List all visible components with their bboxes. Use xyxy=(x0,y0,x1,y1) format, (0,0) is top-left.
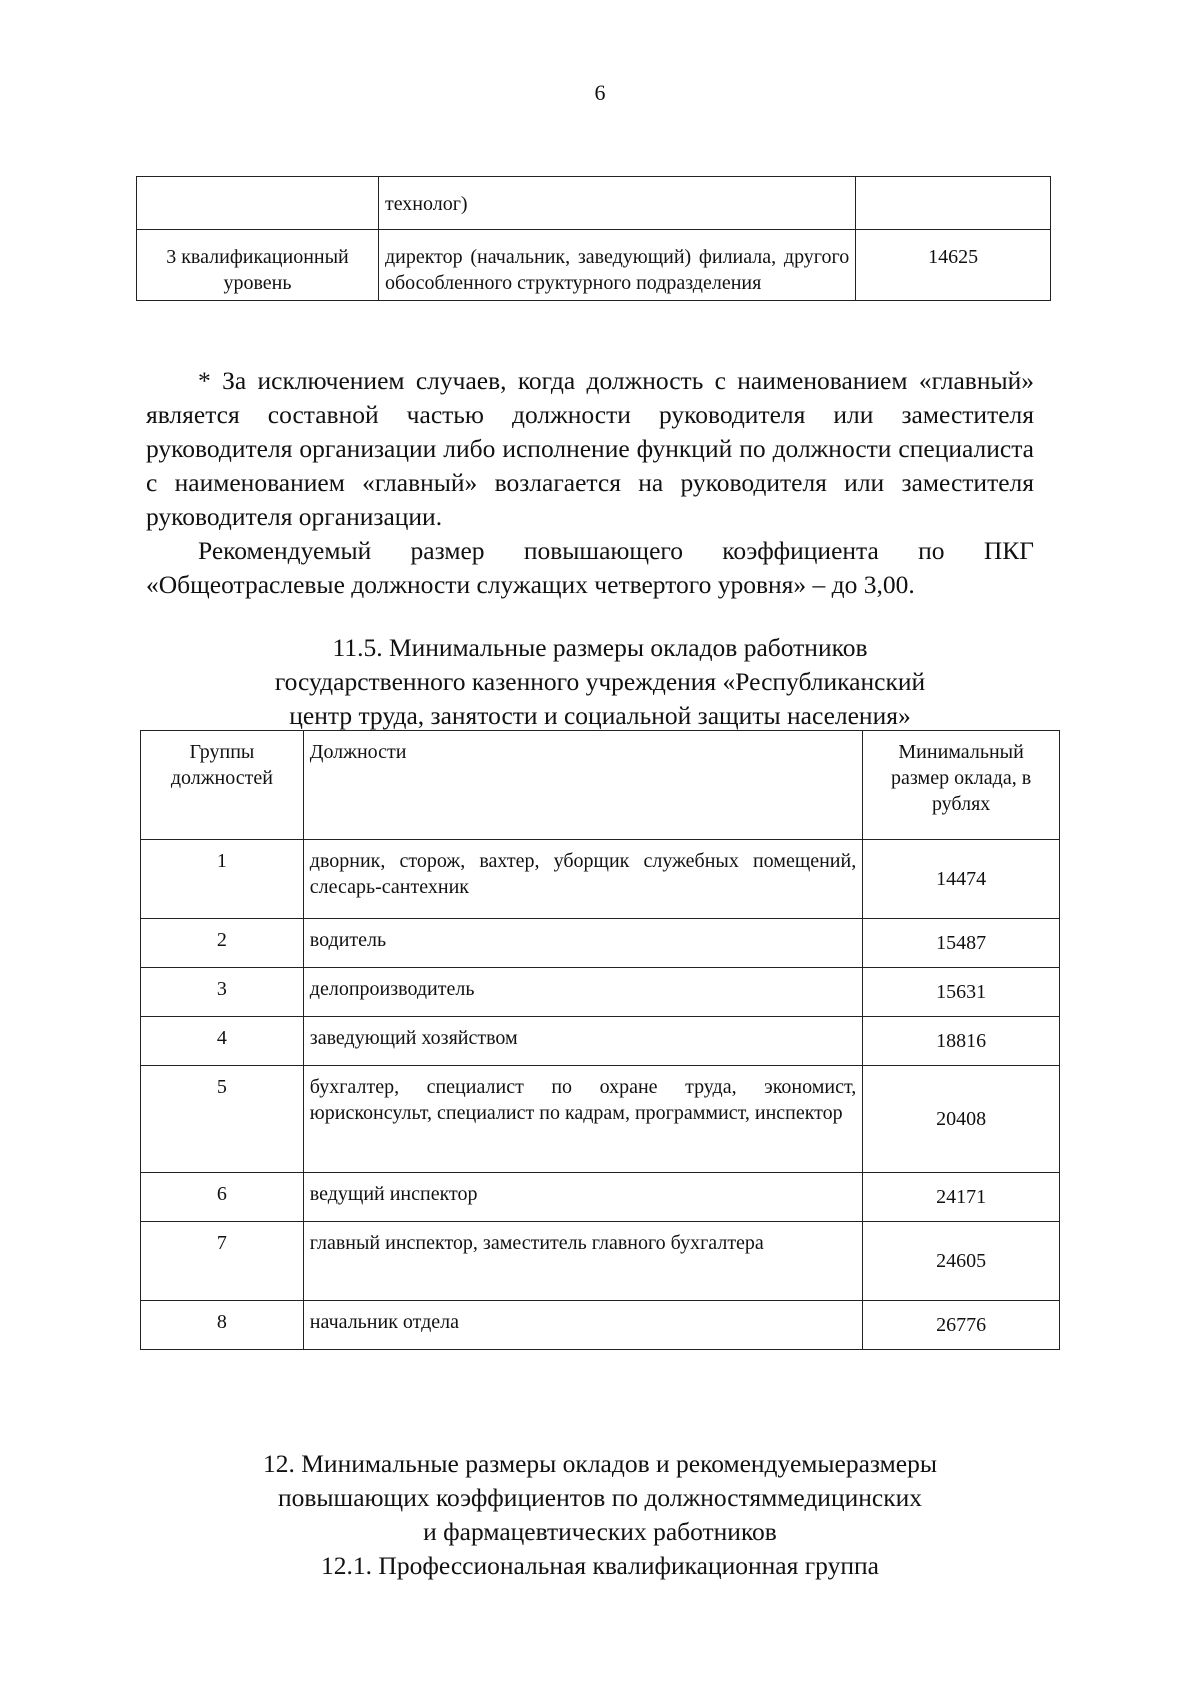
group-cell xyxy=(137,177,379,230)
group-cell: 6 xyxy=(141,1173,304,1222)
heading-line: 12. Минимальные размеры окладов и рекомендуемыеразмеры xyxy=(263,1449,937,1478)
group-cell: 3 квалификационный уровень xyxy=(137,230,379,301)
table-header-row xyxy=(141,731,1060,840)
table-row xyxy=(141,1301,1060,1350)
table-row xyxy=(137,177,1051,230)
table-row xyxy=(141,919,1060,968)
salary-cell: 15631 xyxy=(863,968,1060,1017)
salary-cell: 14474 xyxy=(863,840,1060,919)
positions-cell: начальник отдела xyxy=(303,1301,862,1350)
continued-table xyxy=(136,176,1051,301)
group-cell: 1 xyxy=(141,840,304,919)
salary-cell: 24605 xyxy=(863,1222,1060,1301)
salary-table xyxy=(140,730,1060,1350)
positions-cell: заведующий хозяйством xyxy=(303,1017,862,1066)
footnote-paragraph: * За исключением случаев, когда должность с наименованием «главный» является составной частью должности руководителя или заместителя руководителя организации либо исполнение функций по должности специалиста с наименованием «главный» возлагается на руководителя или заместителя руководителя организации. xyxy=(146,366,1034,531)
page-number: 6 xyxy=(594,80,606,105)
salary-cell: 15487 xyxy=(863,919,1060,968)
heading-line: центр труда, занятости и социальной защиты населения» xyxy=(289,701,911,730)
position-cell: директор (начальник, заведующий) филиала, другого обособленного структурного подразделения xyxy=(378,230,855,301)
header-positions: Должности xyxy=(303,731,862,840)
salary-cell: 24171 xyxy=(863,1173,1060,1222)
heading-line: государственного казенного учреждения «Республиканский xyxy=(274,667,926,696)
positions-cell: главный инспектор, заместитель главного бухгалтера xyxy=(303,1222,862,1301)
table-row xyxy=(141,840,1060,919)
section-12-heading xyxy=(0,1447,1200,1583)
salary-cell xyxy=(856,177,1051,230)
table-row xyxy=(137,230,1051,301)
salary-cell: 18816 xyxy=(863,1017,1060,1066)
group-cell: 4 xyxy=(141,1017,304,1066)
section-11-5-heading xyxy=(0,631,1200,733)
coefficient-paragraph: Рекомендуемый размер повышающего коэффициента по ПКГ «Общеотраслевые должности служащих четвертого уровня» – до 3,00. xyxy=(146,536,1034,599)
positions-cell: бухгалтер, специалист по охране труда, экономист, юрисконсульт, специалист по кадрам, программист, инспектор xyxy=(303,1066,862,1173)
positions-cell: водитель xyxy=(303,919,862,968)
table-row xyxy=(141,1017,1060,1066)
table-row xyxy=(141,968,1060,1017)
group-cell: 7 xyxy=(141,1222,304,1301)
header-group: Группы должностей xyxy=(141,731,304,840)
table-row xyxy=(141,1222,1060,1301)
table-row xyxy=(141,1173,1060,1222)
heading-line: повышающих коэффициентов по должностяммедицинских xyxy=(277,1483,922,1512)
heading-line: и фармацевтических работников xyxy=(423,1517,777,1546)
heading-line: 12.1. Профессиональная квалификационная группа xyxy=(321,1551,879,1580)
header-salary: Минимальный размер оклада, в рублях xyxy=(863,731,1060,840)
group-cell: 5 xyxy=(141,1066,304,1173)
group-cell: 8 xyxy=(141,1301,304,1350)
salary-cell: 14625 xyxy=(856,230,1051,301)
positions-cell: дворник, сторож, вахтер, уборщик служебных помещений, слесарь-сантехник xyxy=(303,840,862,919)
salary-cell: 20408 xyxy=(863,1066,1060,1173)
position-cell: технолог) xyxy=(378,177,855,230)
positions-cell: ведущий инспектор xyxy=(303,1173,862,1222)
positions-cell: делопроизводитель xyxy=(303,968,862,1017)
group-cell: 2 xyxy=(141,919,304,968)
footnote xyxy=(146,364,1034,602)
salary-cell: 26776 xyxy=(863,1301,1060,1350)
table-row xyxy=(141,1066,1060,1173)
group-cell: 3 xyxy=(141,968,304,1017)
heading-line: 11.5. Минимальные размеры окладов работников xyxy=(332,633,868,662)
